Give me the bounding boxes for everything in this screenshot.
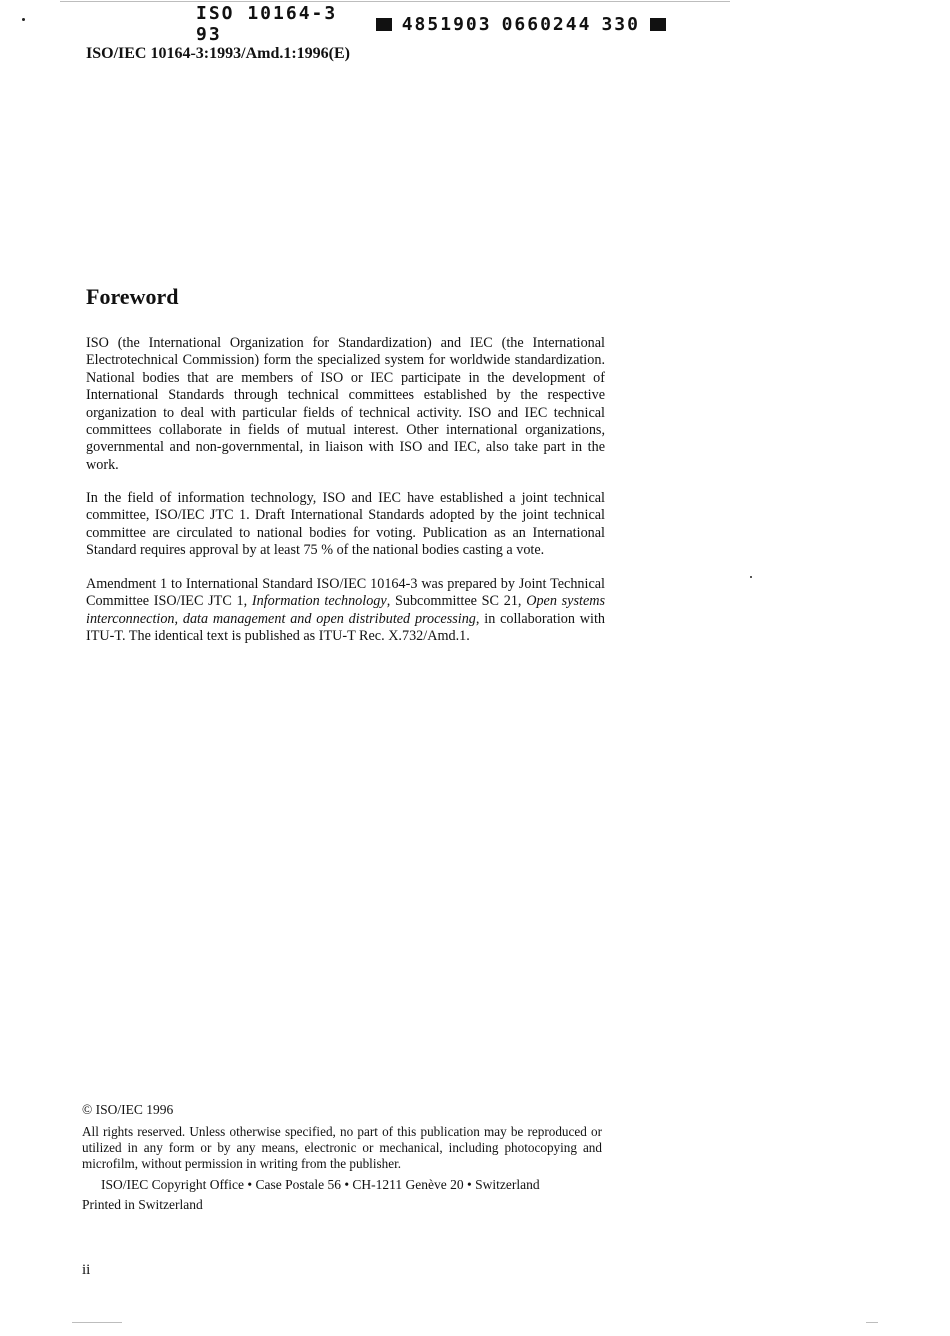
paragraph-text: , in collaboration with ITU-T. The identical text is published as ITU-T Rec. X.732/Amd.1. (86, 610, 605, 645)
scan-header-code2: 0660244 (501, 13, 592, 35)
copyright-office-address: ISO/IEC Copyright Office • Case Postale 56 • CH-1211 Genève 20 • Switzerland (101, 1177, 540, 1192)
scan-artifact-bottom-right (866, 1322, 878, 1323)
scan-speck-left (22, 18, 25, 21)
committee-name: Information technology (251, 593, 387, 610)
foreword-paragraph: ISO (the International Organization for Standardization) and IEC (the International Electrotechnical Commission) form the specialized system for worldwide standardization. National bodies that are members of ISO or IEC participate in the development of International Standards through technical committees established by the respective organization to deal with particular fields of technical activity. ISO and IEC technical committees collaborate in fields of mutual interest. Other international organizations, governmental and non-governmental, in liaison with ISO and IEC, also take part in the work. (86, 335, 605, 473)
copyright-line: © ISO/IEC 1996 (82, 1102, 174, 1117)
paragraph-text: , Subcommittee SC 21, (386, 593, 527, 610)
scan-header-catalog: ISO 10164-3 93 (196, 3, 338, 45)
page-number: ii (82, 1262, 91, 1278)
printed-in: Printed in Switzerland (82, 1197, 203, 1212)
paragraph-text: Amendment 1 to International Standard ISO/IEC 10164-3 was prepared by Joint Technical Committee ISO/IEC JTC 1, (86, 576, 605, 610)
foreword-paragraph (86, 576, 605, 646)
scan-header (196, 3, 666, 45)
document-reference: ISO/IEC 10164-3:1993/Amd.1:1996(E) (86, 45, 351, 62)
foreword-title: Foreword (86, 284, 179, 309)
scan-header-block (650, 18, 666, 31)
scan-artifact-top (60, 1, 730, 2)
scan-artifact-bottom-left (72, 1322, 122, 1323)
scan-header-block (376, 18, 392, 31)
rights-notice: All rights reserved. Unless otherwise specified, no part of this publication may be reproduced or utilized in any form or by any means, electronic or mechanical, including photocopying and microfilm, without permission in writing from the publisher. (82, 1124, 602, 1172)
foreword-paragraph: In the field of information technology, ISO and IEC have established a joint technical committee, ISO/IEC JTC 1. Draft International Standards adopted by the joint technical committee are circulated to national bodies for voting. Publication as an International Standard requires approval by at least 75 % of the national bodies casting a vote. (86, 490, 605, 559)
scan-speck-right (750, 576, 752, 578)
scan-header-code1: 4851903 (401, 13, 492, 35)
subcommittee-name: Open systems interconnection, data management and open distributed processing (86, 593, 606, 627)
scan-header-code3: 330 (601, 13, 640, 35)
